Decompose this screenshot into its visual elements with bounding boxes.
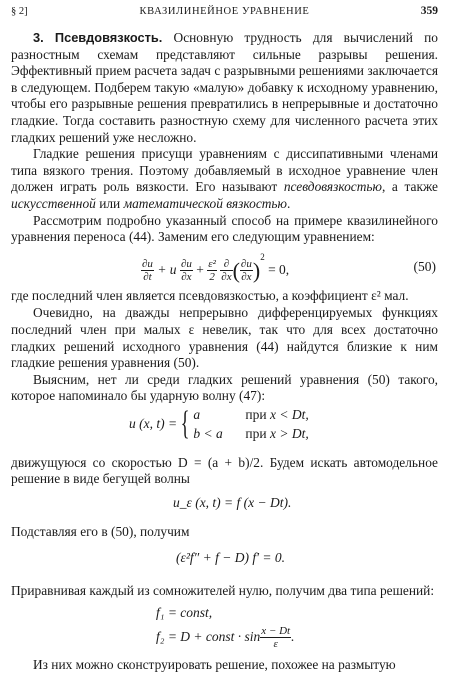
paragraph-consider: Рассмотрим подробно указанный способ на примере квазилинейного уравнения переноса (44). Заменим его следующим уравнением: — [11, 212, 438, 245]
case-word: при — [245, 425, 267, 441]
paragraph-obviously: Очевидно, на дважды непрерывно дифференцируемых функциях последний член при малых ε невелик, так что для всех достаточно гладких решений исходного уравнения (44) найдутся близкие к ним гладкие решения уравнения (50). — [11, 305, 438, 371]
numerator: ∂ — [220, 258, 232, 271]
term-artificial: искусственной — [11, 195, 96, 211]
page-number: 359 — [420, 5, 438, 17]
eq-plus: + — [196, 261, 204, 277]
eq-text: u_ε (x, t) = f (x − Dt). — [173, 495, 292, 511]
term-pseudoviscosity: псевдовязкостью — [283, 179, 382, 195]
equation-label-50: (50) — [413, 258, 436, 274]
paragraph-pseudoviscosity-intro — [11, 30, 438, 146]
paragraph-equating: Приравнивая каждый из сомножителей нулю, получим два типа решений: — [11, 582, 435, 598]
paragraph-text: Основную трудность для вычислений по разностным схемам представляют сильные разрывы решения. Эффективный прием расчета задач с разрывными решениями заключается в следующем. Подберем такую «малую» добавку к исходному уравнению, чтобы его разрывные решения превратились в непрерывные и достаточно гладкие. Тогда составить разностную схему для численного расчета этих гладких решений уже несложно. — [11, 30, 438, 145]
equation-travelling-wave — [11, 488, 438, 524]
subsection-number: 3. — [33, 30, 44, 45]
case-value: a — [193, 406, 201, 422]
brace: { — [180, 404, 190, 442]
equation-50: $\frac{\partial u}{\partial t}$ + u $\frac{\partial u}{\partial x}$ + $\frac{\text{ε²}}{2}$ $\frac{\partial}{\partial x}$ ( $\frac{\partial u}{\partial x}$ )$^2$ = 0, (50) — [142, 251, 436, 284]
denominator: ε — [273, 637, 278, 650]
solution-f2-lhs: f₂ = D + const · sin — [156, 629, 261, 645]
equation-solutions — [11, 599, 438, 655]
paragraph-substituting: Подставляя его в (50), получим — [11, 524, 190, 540]
numerator: ∂u — [142, 258, 153, 271]
section-ref: § 2] — [11, 6, 28, 17]
denominator: ∂x — [221, 271, 232, 284]
numerator: ∂u — [180, 258, 192, 271]
case-condition: x > Dt, — [270, 425, 309, 441]
shock-cases — [193, 405, 308, 443]
fraction-du-dx-inner — [240, 258, 253, 283]
subsection-heading: Псевдовязкость. — [54, 30, 163, 45]
numerator: ε² — [208, 258, 216, 271]
case-value: b < a — [193, 425, 223, 441]
fraction-du-dx — [180, 258, 193, 283]
fraction-d-dx — [220, 258, 232, 283]
paragraph-viscosity-terms — [11, 146, 438, 212]
text-run: . — [286, 195, 291, 211]
paragraph-construct: Из них можно сконструировать решение, похожее на размытую — [33, 657, 396, 673]
denominator: 2 — [209, 271, 215, 284]
equation-shock-wave — [11, 405, 438, 455]
fraction-du-dt — [141, 258, 154, 283]
paragraph-shock-wave: Выясним, нет ли среди гладких решений уравнения (50) такого, которое напоминало бы ударную волну (47): — [11, 371, 438, 404]
term-mathematical-viscosity: математической вязкостью — [123, 195, 287, 211]
paragraph-moving: движущуюся со скоростью D = (a + b)/2. Будем искать автомодельное решение в виде бегущей волны — [11, 454, 438, 487]
paragraph-last-term: где последний член является псевдовязкостью, а коэффициент ε² мал. — [11, 287, 409, 303]
shock-lhs: u (x, t) = — [129, 415, 178, 431]
eq-tail: = 0, — [268, 261, 290, 277]
running-title: КВАЗИЛИНЕЙНОЕ УРАВНЕНИЕ — [139, 6, 310, 17]
text-run: Гладкие решения присущи уравнениям с диссипативными членами типа вязкого трения. Поэтому добавляемый в исходное уравнение член должен играть роль вязкости. Его называют — [11, 146, 438, 195]
eq-term: + u — [157, 261, 177, 277]
text-run: , а также — [381, 179, 438, 195]
denominator: ∂x — [241, 271, 252, 284]
equation-substituted — [11, 541, 438, 583]
fraction-eps2-2 — [207, 258, 217, 283]
eq-end: . — [291, 629, 295, 645]
denominator: ∂t — [143, 271, 152, 284]
running-header — [11, 0, 438, 30]
fraction-sin-arg — [260, 625, 291, 650]
eq-text: (ε²f″ + f − D) f′ = 0. — [176, 549, 286, 565]
numerator: ∂u — [240, 258, 252, 271]
case-word: при — [245, 406, 267, 422]
text-run: или — [95, 195, 124, 211]
case-condition: x < Dt, — [270, 406, 309, 422]
denominator: ∂x — [181, 271, 192, 284]
exponent: 2 — [260, 251, 265, 262]
numerator: x − Dt — [261, 624, 291, 637]
solution-f1: f₁ = const, — [156, 605, 213, 621]
